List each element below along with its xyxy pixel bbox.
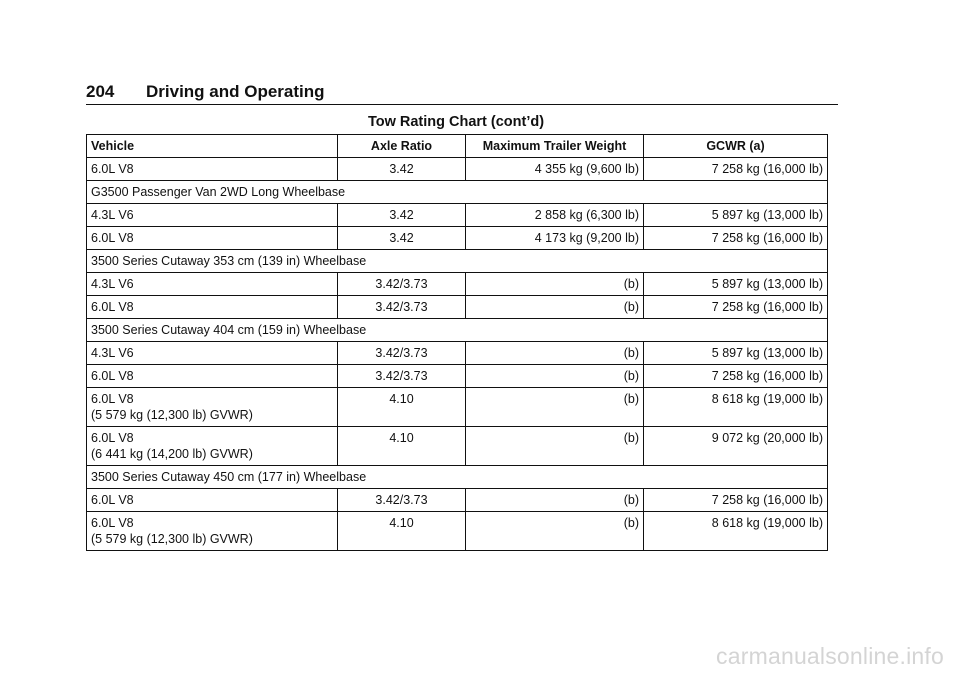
table-group-row bbox=[87, 319, 828, 342]
table-row bbox=[87, 342, 828, 365]
engine-label: 6.0L V8 bbox=[91, 300, 134, 314]
axle-ratio-cell: 3.42/3.73 bbox=[338, 489, 466, 512]
axle-ratio-cell: 3.42 bbox=[338, 227, 466, 250]
table-row bbox=[87, 512, 828, 551]
engine-label: 4.3L V6 bbox=[91, 277, 134, 291]
section-title: Driving and Operating bbox=[146, 82, 325, 101]
gcwr-cell: 7 258 kg (16,000 lb) bbox=[644, 296, 828, 319]
gvwr-note: (6 441 kg (14,200 lb) GVWR) bbox=[91, 447, 253, 461]
gvwr-note: (5 579 kg (12,300 lb) GVWR) bbox=[91, 532, 253, 546]
vehicle-cell bbox=[87, 365, 338, 388]
watermark: carmanualsonline.info bbox=[716, 643, 944, 669]
engine-label: 4.3L V6 bbox=[91, 208, 134, 222]
engine-label: 6.0L V8 bbox=[91, 431, 134, 445]
axle-ratio-cell: 3.42/3.73 bbox=[338, 342, 466, 365]
table-row bbox=[87, 158, 828, 181]
axle-ratio-cell: 3.42 bbox=[338, 158, 466, 181]
axle-ratio-cell: 4.10 bbox=[338, 427, 466, 466]
gcwr-cell: 5 897 kg (13,000 lb) bbox=[644, 273, 828, 296]
max-trailer-weight-cell: 4 173 kg (9,200 lb) bbox=[466, 227, 644, 250]
group-label: G3500 Passenger Van 2WD Long Wheelbase bbox=[87, 181, 828, 204]
gcwr-cell: 5 897 kg (13,000 lb) bbox=[644, 342, 828, 365]
tow-rating-table bbox=[86, 134, 828, 551]
gcwr-cell: 8 618 kg (19,000 lb) bbox=[644, 388, 828, 427]
vehicle-cell bbox=[87, 204, 338, 227]
engine-label: 6.0L V8 bbox=[91, 516, 134, 530]
gvwr-note: (5 579 kg (12,300 lb) GVWR) bbox=[91, 408, 253, 422]
chart-title: Tow Rating Chart (cont’d) bbox=[367, 114, 545, 130]
vehicle-cell bbox=[87, 427, 338, 466]
engine-label: 4.3L V6 bbox=[91, 346, 134, 360]
table-row bbox=[87, 365, 828, 388]
vehicle-cell bbox=[87, 227, 338, 250]
gcwr-cell: 7 258 kg (16,000 lb) bbox=[644, 365, 828, 388]
page-header bbox=[86, 82, 838, 105]
table-row bbox=[87, 427, 828, 466]
max-trailer-weight-cell: (b) bbox=[466, 489, 644, 512]
gcwr-cell: 7 258 kg (16,000 lb) bbox=[644, 227, 828, 250]
engine-label: 6.0L V8 bbox=[91, 162, 134, 176]
group-label: 3500 Series Cutaway 404 cm (159 in) Wheelbase bbox=[87, 319, 828, 342]
vehicle-cell bbox=[87, 512, 338, 551]
axle-ratio-cell: 3.42/3.73 bbox=[338, 365, 466, 388]
engine-label: 6.0L V8 bbox=[91, 493, 134, 507]
max-trailer-weight-cell: (b) bbox=[466, 296, 644, 319]
max-trailer-weight-cell: (b) bbox=[466, 388, 644, 427]
axle-ratio-cell: 4.10 bbox=[338, 512, 466, 551]
table-group-row bbox=[87, 466, 828, 489]
vehicle-cell bbox=[87, 489, 338, 512]
vehicle-cell bbox=[87, 296, 338, 319]
vehicle-cell bbox=[87, 273, 338, 296]
vehicle-cell bbox=[87, 342, 338, 365]
table-body bbox=[87, 158, 828, 551]
column-header-vehicle: Vehicle bbox=[87, 135, 338, 158]
axle-ratio-cell: 3.42/3.73 bbox=[338, 273, 466, 296]
max-trailer-weight-cell: 4 355 kg (9,600 lb) bbox=[466, 158, 644, 181]
table-row bbox=[87, 227, 828, 250]
table-row bbox=[87, 296, 828, 319]
gcwr-cell: 7 258 kg (16,000 lb) bbox=[644, 158, 828, 181]
max-trailer-weight-cell: 2 858 kg (6,300 lb) bbox=[466, 204, 644, 227]
axle-ratio-cell: 4.10 bbox=[338, 388, 466, 427]
table-group-row bbox=[87, 250, 828, 273]
gcwr-cell: 9 072 kg (20,000 lb) bbox=[644, 427, 828, 466]
table-row bbox=[87, 489, 828, 512]
vehicle-cell bbox=[87, 158, 338, 181]
table-row bbox=[87, 204, 828, 227]
axle-ratio-cell: 3.42/3.73 bbox=[338, 296, 466, 319]
engine-label: 6.0L V8 bbox=[91, 369, 134, 383]
column-header-max-trailer-weight: Maximum Trailer Weight bbox=[466, 135, 644, 158]
max-trailer-weight-cell: (b) bbox=[466, 427, 644, 466]
max-trailer-weight-cell: (b) bbox=[466, 342, 644, 365]
table-header-row bbox=[87, 135, 828, 158]
gcwr-cell: 7 258 kg (16,000 lb) bbox=[644, 489, 828, 512]
gcwr-cell: 8 618 kg (19,000 lb) bbox=[644, 512, 828, 551]
engine-label: 6.0L V8 bbox=[91, 392, 134, 406]
max-trailer-weight-cell: (b) bbox=[466, 273, 644, 296]
group-label: 3500 Series Cutaway 353 cm (139 in) Wheelbase bbox=[87, 250, 828, 273]
engine-label: 6.0L V8 bbox=[91, 231, 134, 245]
max-trailer-weight-cell: (b) bbox=[466, 512, 644, 551]
column-header-gcwr: GCWR (a) bbox=[644, 135, 828, 158]
table-group-row bbox=[87, 181, 828, 204]
axle-ratio-cell: 3.42 bbox=[338, 204, 466, 227]
group-label: 3500 Series Cutaway 450 cm (177 in) Wheelbase bbox=[87, 466, 828, 489]
column-header-axle-ratio: Axle Ratio bbox=[338, 135, 466, 158]
page-number: 204 bbox=[86, 82, 115, 101]
max-trailer-weight-cell: (b) bbox=[466, 365, 644, 388]
table-row bbox=[87, 388, 828, 427]
gcwr-cell: 5 897 kg (13,000 lb) bbox=[644, 204, 828, 227]
table-row bbox=[87, 273, 828, 296]
vehicle-cell bbox=[87, 388, 338, 427]
